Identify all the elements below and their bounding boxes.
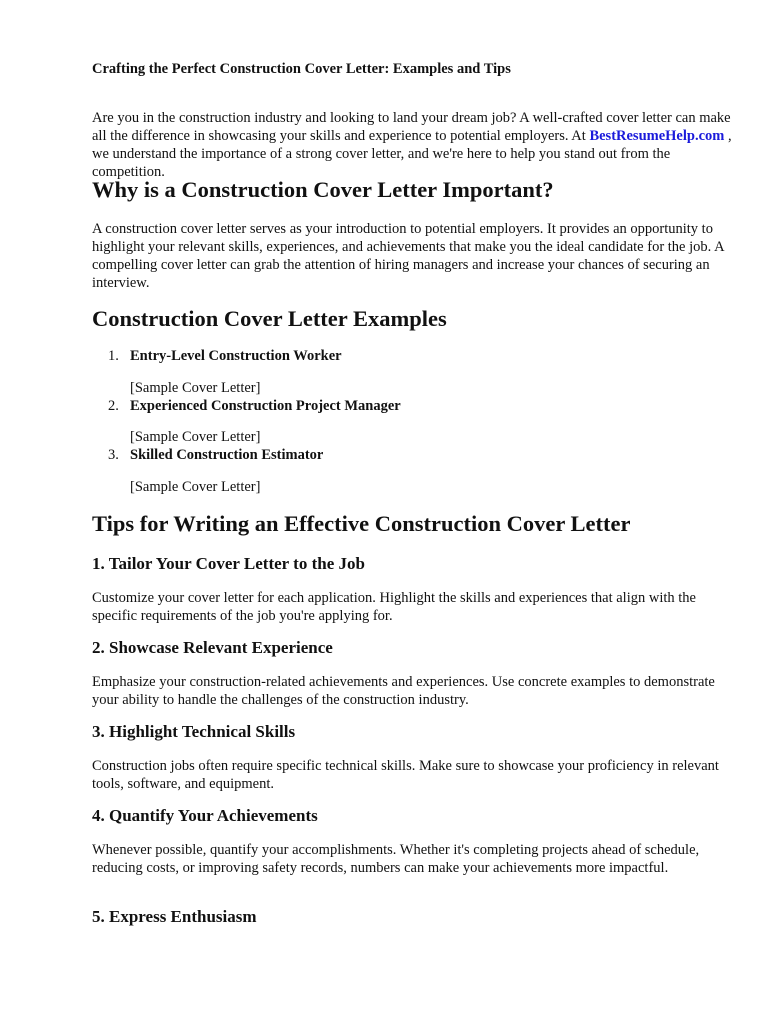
- list-item-sample: [Sample Cover Letter]: [130, 380, 261, 396]
- bestresumehelp-link[interactable]: BestResumeHelp.com: [589, 128, 725, 144]
- tip-body: Customize your cover letter for each application. Highlight the skills and experiences that align with the specific requirements of the job you're applying for.: [92, 590, 696, 624]
- section-heading-examples: Construction Cover Letter Examples: [92, 306, 447, 331]
- document-title: Crafting the Perfect Construction Cover Letter: Examples and Tips: [92, 61, 511, 77]
- section-heading-tips: Tips for Writing an Effective Construction Cover Letter: [92, 511, 631, 536]
- section-heading-importance: Why is a Construction Cover Letter Important?: [92, 177, 554, 202]
- tip-heading: 5. Express Enthusiasm: [92, 907, 257, 926]
- list-item-sample: [Sample Cover Letter]: [130, 479, 261, 495]
- tip-heading: 3. Highlight Technical Skills: [92, 722, 296, 741]
- tip-body: Whenever possible, quantify your accomplishments. Whether it's completing projects ahead of schedule, reducing costs, or improving safety records, numbers can make your achievements more impactful.: [92, 842, 700, 876]
- tip-body: Construction jobs often require specific technical skills. Make sure to showcase your proficiency in relevant tools, software, and equipment.: [92, 758, 719, 792]
- list-item-title: Experienced Construction Project Manager: [130, 398, 401, 414]
- importance-paragraph: A construction cover letter serves as your introduction to potential employers. It provides an opportunity to highlight your relevant skills, experiences, and achievements that make you the ideal candidate for the job. A compelling cover letter can grab the attention of hiring managers and increase your chances of securing an interview.: [92, 221, 724, 291]
- intro-text-end: , we understand the importance of a strong cover letter, and we're here to help you stand out from the competition.: [92, 128, 732, 180]
- intro-text: Are you in the construction industry and looking to land your dream job? A well-crafted cover letter can make all the difference in showcasing your skills and experience to potential employers. At: [92, 110, 731, 144]
- list-number: 2.: [108, 398, 119, 414]
- tip-heading: 1. Tailor Your Cover Letter to the Job: [92, 554, 365, 573]
- tip-heading: 4. Quantify Your Achievements: [92, 806, 318, 825]
- list-item-title: Entry-Level Construction Worker: [130, 348, 342, 364]
- list-item-sample: [Sample Cover Letter]: [130, 429, 261, 445]
- list-number: 1.: [108, 348, 119, 364]
- tip-body: Emphasize your construction-related achievements and experiences. Use concrete examples to demonstrate your ability to handle the challenges of the construction industry.: [92, 674, 715, 708]
- list-item-title: Skilled Construction Estimator: [130, 447, 324, 463]
- tip-heading: 2. Showcase Relevant Experience: [92, 638, 333, 657]
- list-number: 3.: [108, 447, 119, 463]
- intro-paragraph: [92, 109, 732, 181]
